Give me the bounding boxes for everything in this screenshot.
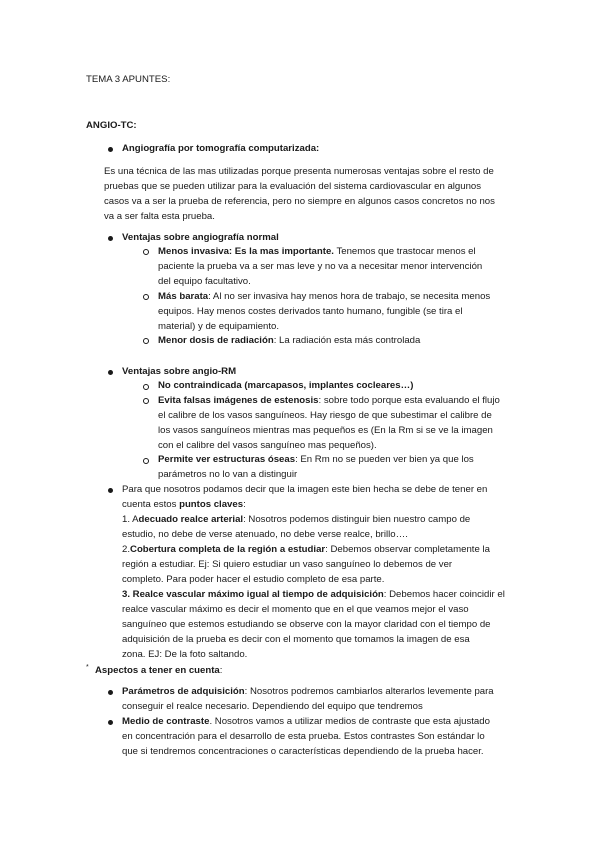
intro-line: pruebas que se pueden utilizar para la evaluación del sistema cardiovascular en algunos	[104, 181, 482, 192]
subheading-aspectos: Aspectos a tener en cuenta:	[95, 665, 223, 676]
punto-cont: estudio, no debe de verse atenuado, no debe verse realce, brillo….	[122, 529, 408, 540]
list-item: Parámetros de adquisición: Nosotros podremos cambiarlos alterarlos levemente para	[122, 686, 494, 697]
list-item-cont: en concentración para el desarrollo de esta prueba. Estos contrastes Son estándar lo	[122, 731, 485, 742]
list-item-cont: el calibre de los vasos sanguíneos. Hay riesgo de que subestimar el calibre de	[158, 410, 492, 421]
bullet-icon	[108, 690, 113, 695]
puntos-line: Para que nosotros podamos decir que la imagen este bien hecha se debe de tener en	[122, 484, 488, 495]
puntos-line: cuenta estos puntos claves:	[122, 499, 246, 510]
bullet-icon	[108, 720, 113, 725]
circle-bullet-icon	[143, 398, 149, 404]
circle-bullet-icon	[143, 249, 149, 255]
bullet-icon	[108, 370, 113, 375]
list-item: Menor dosis de radiación: La radiación esta más controlada	[158, 335, 421, 346]
punto-cont: adquisición de la prueba es decir con el momento que tomamos la imagen de esa	[122, 634, 470, 645]
list-item-cont: conseguir el realce necesario. Dependiendo del equipo que tendremos	[122, 701, 423, 712]
section-heading-angio-tc: ANGIO-TC:	[86, 120, 137, 131]
punto-cont: completo. Para poder hacer el estudio completo de esa parte.	[122, 574, 385, 585]
subheading-ventajas-normal: Ventajas sobre angiografía normal	[122, 232, 279, 243]
list-item-cont: del equipo facultativo.	[158, 276, 251, 287]
bullet-icon	[108, 147, 113, 152]
punto-cont: región a estudiar. Ej: Si quiero estudiar un vaso sanguíneo lo debemos de ver	[122, 559, 453, 570]
punto-cont: sanguíneo que estemos estudiando se observe con la mayor claridad con el tiempo de	[122, 619, 491, 630]
subheading-angiografia: Angiografía por tomografía computarizada:	[122, 143, 320, 154]
asterisk-marker: *	[86, 664, 89, 671]
circle-bullet-icon	[143, 338, 149, 344]
punto-3: 3. Realce vascular máximo igual al tiempo de adquisición: Debemos hacer coincidir el	[122, 589, 505, 600]
list-item-cont: paciente la prueba va a ser mas leve y no va a necesitar menor intervención	[158, 261, 483, 272]
list-item-cont: los vasos sanguíneos mientras mas pequeños es (En la Rm si se ve la imagen	[158, 425, 493, 436]
list-item-cont: con el calibre del vasos sanguíneo mas pequeños).	[158, 440, 377, 451]
list-item-cont: que si tendremos concentraciones o características dependiendo de la prueba hacer.	[122, 746, 484, 757]
punto-cont: zona. EJ: De la foto saltando.	[122, 649, 248, 660]
subheading-ventajas-rm: Ventajas sobre angio-RM	[122, 366, 237, 377]
list-item: Evita falsas imágenes de estenosis: sobre todo porque esta evaluando el flujo	[158, 395, 500, 406]
list-item: Más barata: Al no ser invasiva hay menos hora de trabajo, se necesita menos	[158, 291, 491, 302]
circle-bullet-icon	[143, 458, 149, 464]
list-item-cont: parámetros no lo van a distinguir	[158, 469, 298, 480]
punto-2: 2.Cobertura completa de la región a estudiar: Debemos observar completamente la	[122, 544, 490, 555]
list-item-cont: equipos. Hay menos costes derivados tanto humano, fungible (se tira el	[158, 306, 463, 317]
circle-bullet-icon	[143, 294, 149, 300]
circle-bullet-icon	[143, 384, 149, 390]
intro-line: Es una técnica de las mas utilizadas porque presenta numerosas ventajas sobre el resto de	[104, 166, 494, 177]
bullet-icon	[108, 488, 113, 493]
intro-line: va a ser falta esta prueba.	[104, 211, 215, 222]
page-title: TEMA 3 APUNTES:	[86, 74, 171, 85]
list-item: No contraindicada (marcapasos, implantes cocleares…)	[158, 380, 414, 391]
list-item: Permite ver estructuras óseas: En Rm no se pueden ver bien ya que los	[158, 454, 474, 465]
list-item: Medio de contraste. Nosotros vamos a utilizar medios de contraste que esta ajustado	[122, 716, 490, 727]
bullet-icon	[108, 236, 113, 241]
list-item-cont: material) y de equipamiento.	[158, 321, 280, 332]
punto-cont: realce vascular máximo es decir el momento que en el que veamos mejor el vaso	[122, 604, 469, 615]
list-item: Menos invasiva: Es la mas importante. Tenemos que trastocar menos el	[158, 246, 476, 257]
punto-1: 1. Adecuado realce arterial: Nosotros podemos distinguir bien nuestro campo de	[122, 514, 471, 525]
intro-line: casos va a ser la prueba de referencia, pero no siempre en algunos casos concretos no nos	[104, 196, 495, 207]
